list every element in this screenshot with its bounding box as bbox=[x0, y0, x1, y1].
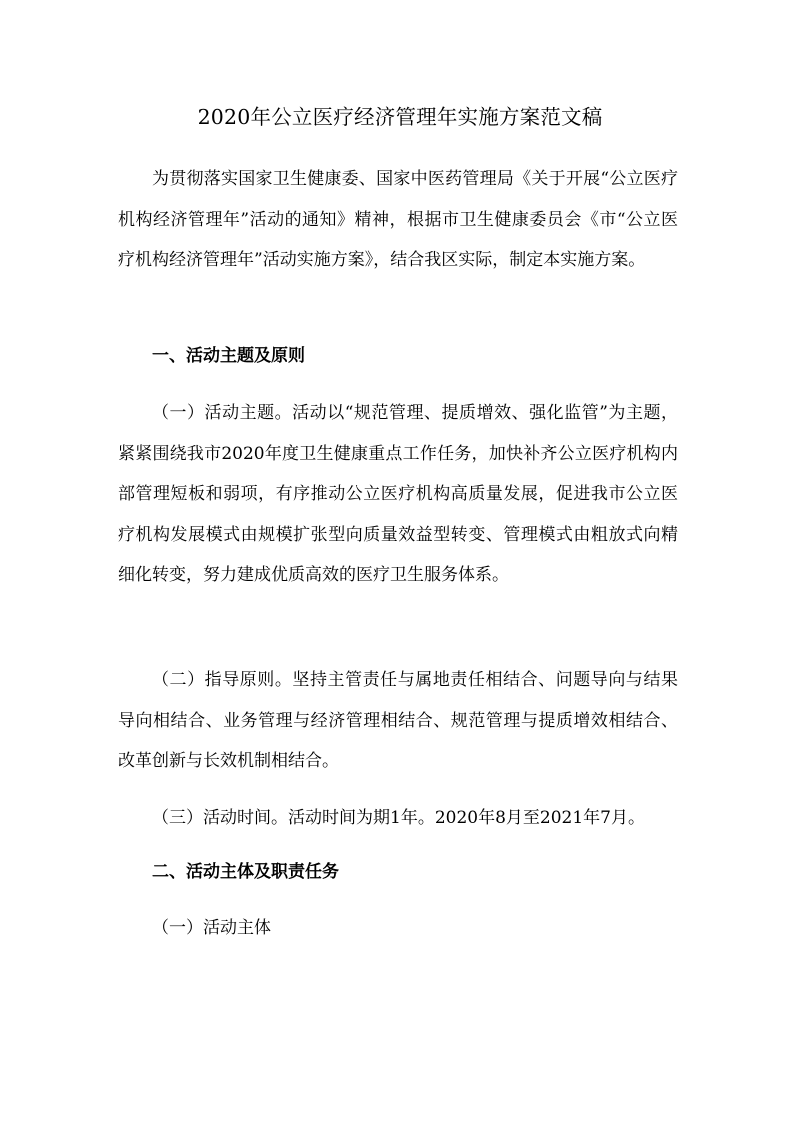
activity-theme-paragraph: （一）活动主题。活动以“规范管理、提质增效、强化监管”为主题，紧紧围绕我市2020年度卫生健康重点工作任务，加快补齐公立医疗机构内部管理短板和弱项，有序推动公立医疗机构高质量发展，促进我市公立医疗机构发展模式由规模扩张型向质量效益型转变、管理模式由粗放式向精细化转变，努力建成优质高效的医疗卫生服务体系。 bbox=[118, 403, 678, 585]
document-title: 2020年公立医疗经济管理年实施方案范文稿 bbox=[197, 105, 603, 129]
activity-time-paragraph: （三）活动时间。活动时间为期1年。2020年8月至2021年7月。 bbox=[152, 808, 645, 828]
section-heading-2: 二、活动主体及职责任务 bbox=[152, 862, 339, 882]
section-heading-1: 一、活动主题及原则 bbox=[152, 346, 305, 366]
intro-paragraph: 为贯彻落实国家卫生健康委、国家中医药管理局《关于开展“公立医疗机构经济管理年”活动的通知》精神，根据市卫生健康委员会《市“公立医疗机构经济管理年”活动实施方案》，结合我区实际，制定本实施方案。 bbox=[118, 169, 678, 270]
guiding-principle-paragraph: （二）指导原则。坚持主管责任与属地责任相结合、问题导向与结果导向相结合、业务管理与经济管理相结合、规范管理与提质增效相结合、改革创新与长效机制相结合。 bbox=[118, 670, 678, 771]
activity-subject-subheading: （一）活动主体 bbox=[152, 918, 271, 938]
